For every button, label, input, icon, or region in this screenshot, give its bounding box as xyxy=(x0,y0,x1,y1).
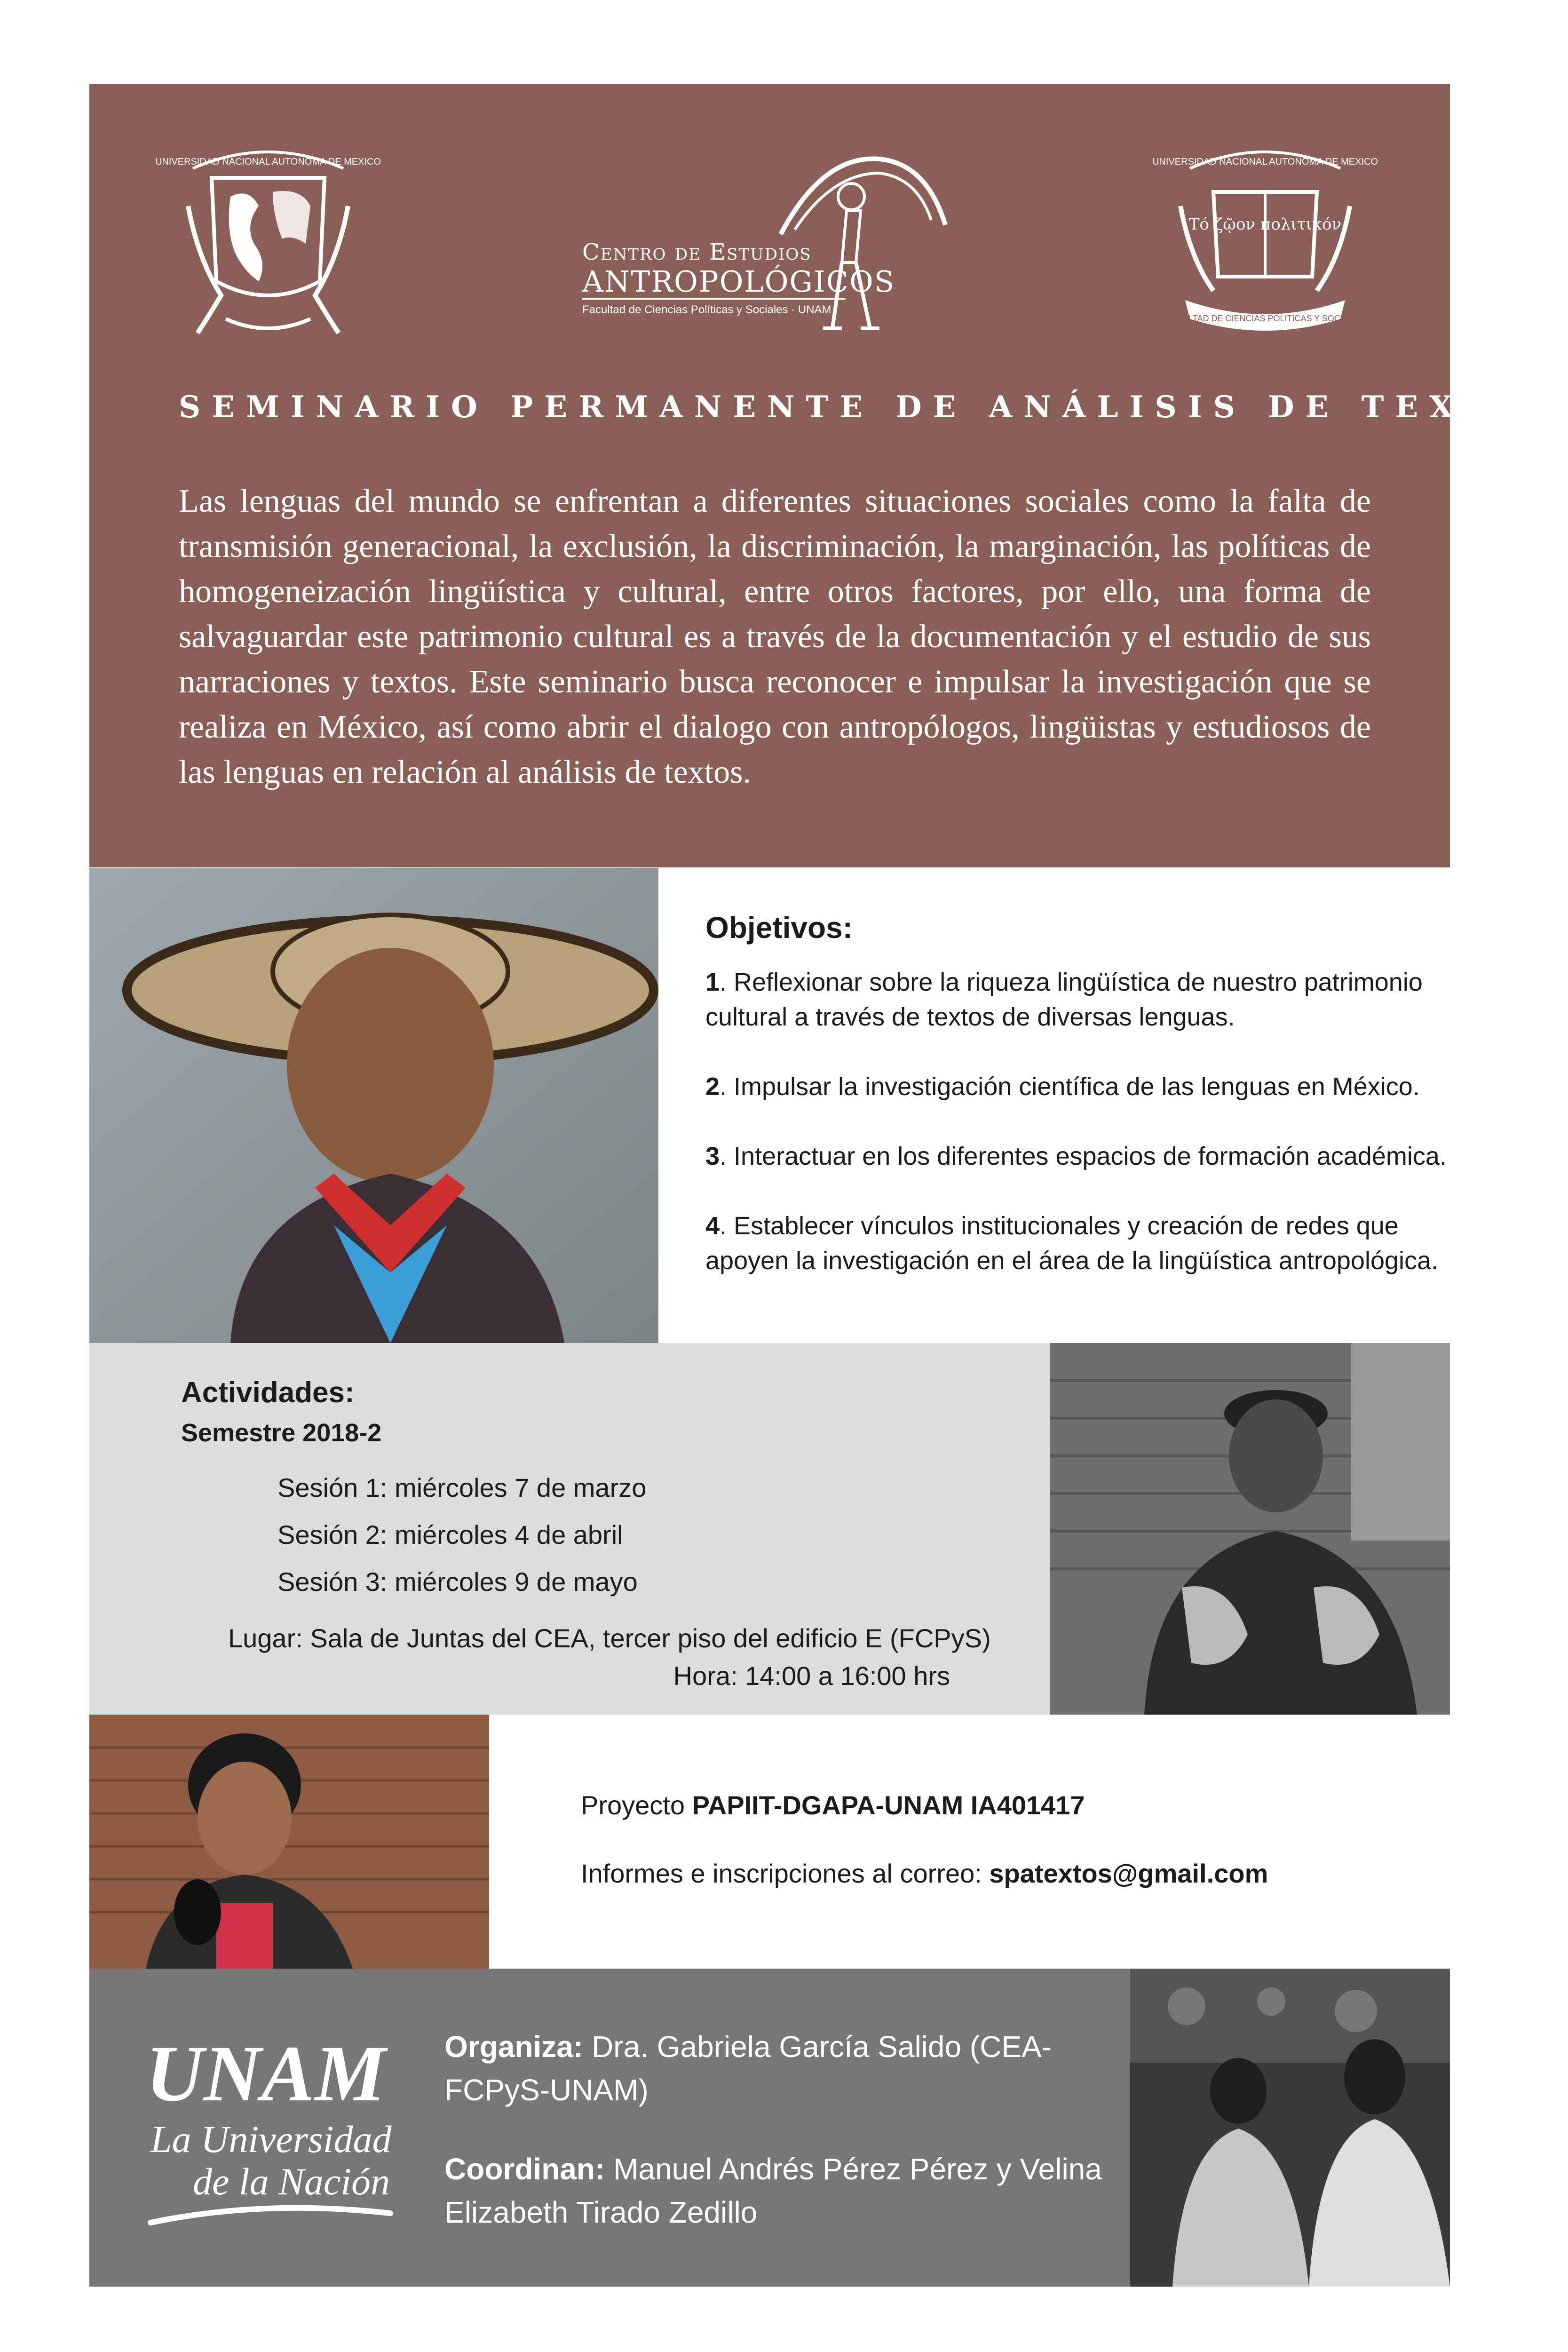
svg-text:Τό ζῷον πολιτικόν: Τό ζῷον πολιτικόν xyxy=(1188,215,1342,234)
coordinators-value: Manuel Andrés Pérez Pérez y Velina Elizabeth Tirado Zedillo xyxy=(444,2152,1102,2229)
contact-email-link[interactable]: spatextos@gmail.com xyxy=(989,1859,1268,1888)
project-prefix: Proyecto xyxy=(581,1790,692,1820)
session-item-3: Sesión 3: miércoles 9 de mayo xyxy=(277,1567,638,1597)
session-item-2: Sesión 2: miércoles 4 de abril xyxy=(277,1520,623,1549)
organizer-label: Organiza: xyxy=(444,2030,584,2064)
svg-text:FACULTAD DE CIENCIAS POLITICAS: FACULTAD DE CIENCIAS POLITICAS Y SOCIALES xyxy=(1166,314,1364,323)
project-code: PAPIIT-DGAPA-UNAM IA401417 xyxy=(692,1790,1085,1820)
objective-item-3 xyxy=(705,1139,1458,1174)
photo-two-women xyxy=(1130,1969,1450,2287)
intro-paragraph: Las lenguas del mundo se enfrentan a diferentes situaciones sociales como la falta de transmisión generacional, la exclusión, la discriminación, la marginación, las políticas de homogeneización lingüística y cultural, entre otros factores, por ello, una forma de salvaguardar este patrimonio cultural es a través de la documentación y el estudio de sus narraciones y textos. Este seminario busca reconocer e impulsar la investigación que se realiza en México, así como abrir el dialogo con antropólogos, lingüistas y estudiosos de las lenguas en relación al análisis de textos. xyxy=(179,483,1371,790)
svg-text:UNIVERSIDAD NACIONAL AUTONOMA: UNIVERSIDAD NACIONAL AUTONOMA DE MEXICO xyxy=(1152,157,1378,167)
info-prefix: Informes e inscripciones al correo: xyxy=(581,1859,990,1888)
unam-university-logo xyxy=(141,2020,404,2237)
organizer-text xyxy=(444,2025,1130,2112)
venue-text: Lugar: Sala de Juntas del CEA, tercer piso del edificio E (FCPyS) xyxy=(228,1623,991,1653)
objective-number: 4 xyxy=(705,1212,720,1240)
objective-text: . Reflexionar sobre la riqueza lingüística de nuestro patrimonio cultural a través de textos de diversas lenguas. xyxy=(705,968,1423,1031)
coordinators-label: Coordinan: xyxy=(444,2152,605,2186)
objective-text: . Impulsar la investigación científica de las lenguas en México. xyxy=(720,1073,1420,1101)
cea-faculty-line: Facultad de Ciencias Políticas y Sociales · UNAM xyxy=(582,303,832,316)
cea-name-line2: ANTROPOLÓGICOS xyxy=(582,264,895,299)
project-line xyxy=(581,1790,1085,1820)
session-item-1: Sesión 1: miércoles 7 de marzo xyxy=(277,1473,647,1502)
cea-wordmark xyxy=(582,239,895,317)
fcpys-seal-logo xyxy=(1152,140,1378,338)
svg-text:UNAM: UNAM xyxy=(146,2029,386,2118)
photo-man-with-hat xyxy=(89,868,658,1343)
objective-item-1 xyxy=(705,965,1458,1034)
time-text: Hora: 14:00 a 16:00 hrs xyxy=(673,1661,950,1691)
unam-seal-logo xyxy=(155,140,381,338)
svg-text:UNIVERSIDAD NACIONAL AUTONOMA: UNIVERSIDAD NACIONAL AUTONOMA DE MEXICO xyxy=(155,157,381,167)
objective-item-4 xyxy=(705,1208,1458,1278)
svg-text:de la Nación: de la Nación xyxy=(193,2160,390,2203)
svg-text:La Universidad: La Universidad xyxy=(150,2118,392,2161)
photo-woman-microphone xyxy=(89,1715,489,1969)
objective-text: . Establecer vínculos institucionales y creación de redes que apoyen la investigación en el área de la lingüística antropológica. xyxy=(705,1212,1439,1275)
info-line xyxy=(581,1858,1268,1889)
organizer-value: Dra. Gabriela García Salido (CEA-FCPyS-UNAM) xyxy=(444,2030,1052,2107)
photo-young-man xyxy=(1050,1343,1450,1715)
objective-text: . Interactuar en los diferentes espacios de formación académica. xyxy=(720,1142,1447,1170)
seminar-title: SEMINARIO PERMANENTE DE ANÁLISIS DE TEXTOS xyxy=(179,389,1568,425)
objective-number: 3 xyxy=(705,1142,720,1170)
activities-title: Actividades: xyxy=(181,1376,355,1409)
cea-name-line1: Centro de Estudios xyxy=(582,239,812,265)
objectives-title: Objetivos: xyxy=(705,911,853,945)
objective-number: 2 xyxy=(705,1073,720,1101)
semester-label: Semestre 2018-2 xyxy=(181,1419,382,1447)
coordinators-text xyxy=(444,2147,1112,2234)
header-band xyxy=(89,84,1568,867)
footer-band xyxy=(89,1969,1130,2287)
objective-number: 1 xyxy=(705,968,720,996)
objective-item-2 xyxy=(705,1069,1458,1104)
objectives-section xyxy=(705,910,1458,1313)
activities-section xyxy=(89,1343,1050,1715)
